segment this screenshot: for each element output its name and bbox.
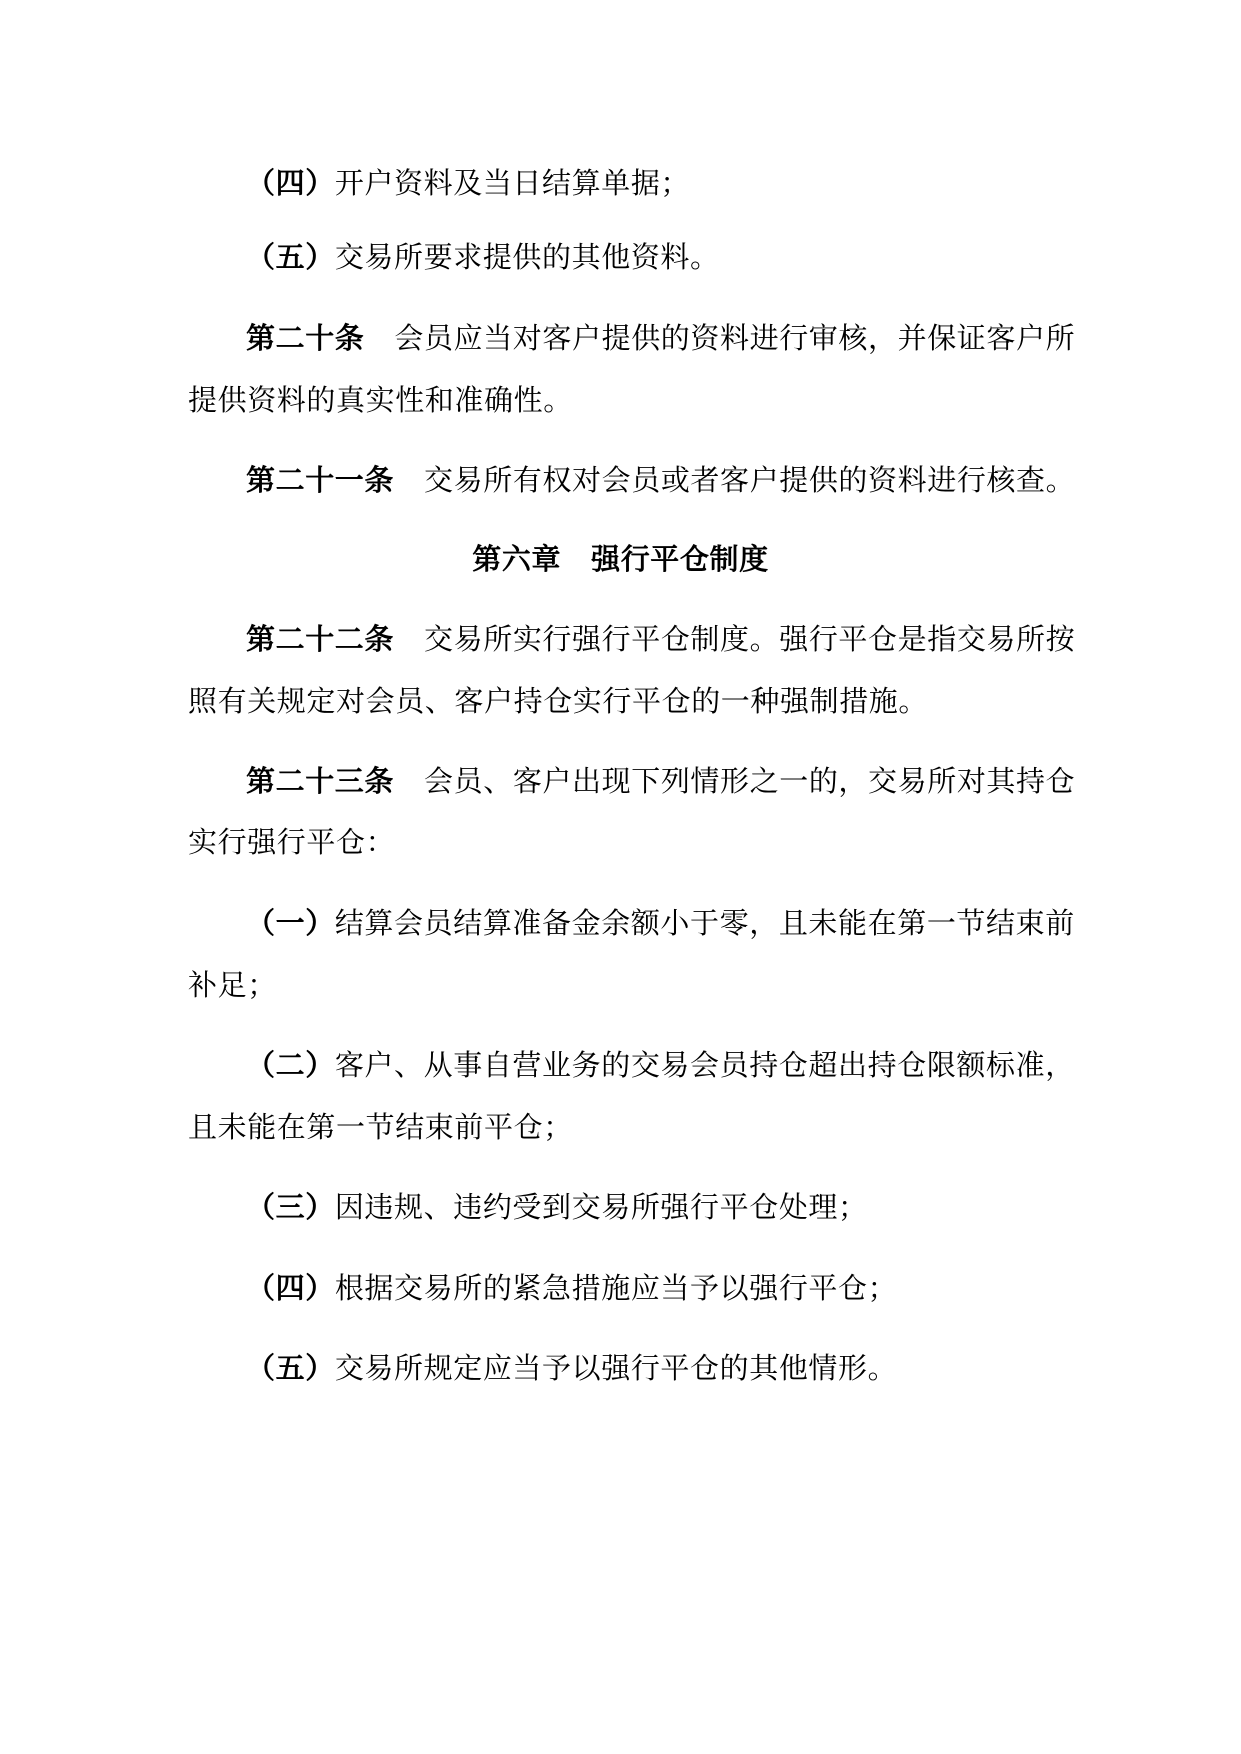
article-20 xyxy=(0,318,1241,358)
clause-1 xyxy=(0,903,1241,943)
clause-5 xyxy=(0,1348,1241,1388)
clause-4-label: （四） xyxy=(246,1271,335,1305)
clause-5-line1: 交易所规定应当予以强行平仓的其他情形。 xyxy=(334,1351,898,1385)
article-21-title: 第二十一条 xyxy=(246,463,395,497)
article-22 xyxy=(0,619,1241,659)
clause-3 xyxy=(0,1187,1241,1227)
clause-1-line2: 补足； xyxy=(188,968,277,1002)
clause-1-label: （一） xyxy=(246,906,335,940)
article-21 xyxy=(0,460,1241,500)
clause-2-line2: 且未能在第一节结束前平仓； xyxy=(188,1110,573,1144)
article-20-title: 第二十条 xyxy=(246,321,365,355)
article-23-title: 第二十三条 xyxy=(246,764,395,798)
item-5-text: 交易所要求提供的其他资料。 xyxy=(334,240,720,274)
clause-5-label: （五） xyxy=(246,1351,335,1385)
chapter-heading xyxy=(0,539,1241,579)
article-20-line2: 提供资料的真实性和准确性。 xyxy=(188,383,573,417)
article-22-line1: 交易所实行强行平仓制度。强行平仓是指交易所按 xyxy=(424,622,1076,656)
item-5-label: （五） xyxy=(246,240,335,274)
clause-1-line1: 结算会员结算准备金余额小于零，且未能在第一节结束前 xyxy=(334,906,1075,940)
clause-4 xyxy=(0,1268,1241,1308)
chapter-title: 强行平仓制度 xyxy=(591,542,769,576)
clause-2 xyxy=(0,1045,1241,1085)
article-22-line2: 照有关规定对会员、客户持仓实行平仓的一种强制措施。 xyxy=(188,684,929,718)
item-5 xyxy=(0,237,1241,277)
article-23-line2: 实行强行平仓： xyxy=(188,825,396,859)
article-20-line1: 会员应当对客户提供的资料进行审核，并保证客户所 xyxy=(394,321,1076,355)
item-4-text: 开户资料及当日结算单据； xyxy=(334,166,691,200)
article-23 xyxy=(0,761,1241,801)
article-21-line1: 交易所有权对会员或者客户提供的资料进行核查。 xyxy=(424,463,1076,497)
clause-3-line1: 因违规、违约受到交易所强行平仓处理； xyxy=(334,1190,868,1224)
clause-2-label: （二） xyxy=(246,1048,335,1082)
article-23-line1: 会员、客户出现下列情形之一的，交易所对其持仓 xyxy=(424,764,1076,798)
clause-2-line1: 客户、从事自营业务的交易会员持仓超出持仓限额标准， xyxy=(334,1048,1075,1082)
item-4-label: （四） xyxy=(246,166,335,200)
clause-3-label: （三） xyxy=(246,1190,335,1224)
item-4 xyxy=(0,163,1241,203)
chapter-number: 第六章 xyxy=(472,542,562,576)
article-22-title: 第二十二条 xyxy=(246,622,395,656)
clause-4-line1: 根据交易所的紧急措施应当予以强行平仓； xyxy=(334,1271,898,1305)
